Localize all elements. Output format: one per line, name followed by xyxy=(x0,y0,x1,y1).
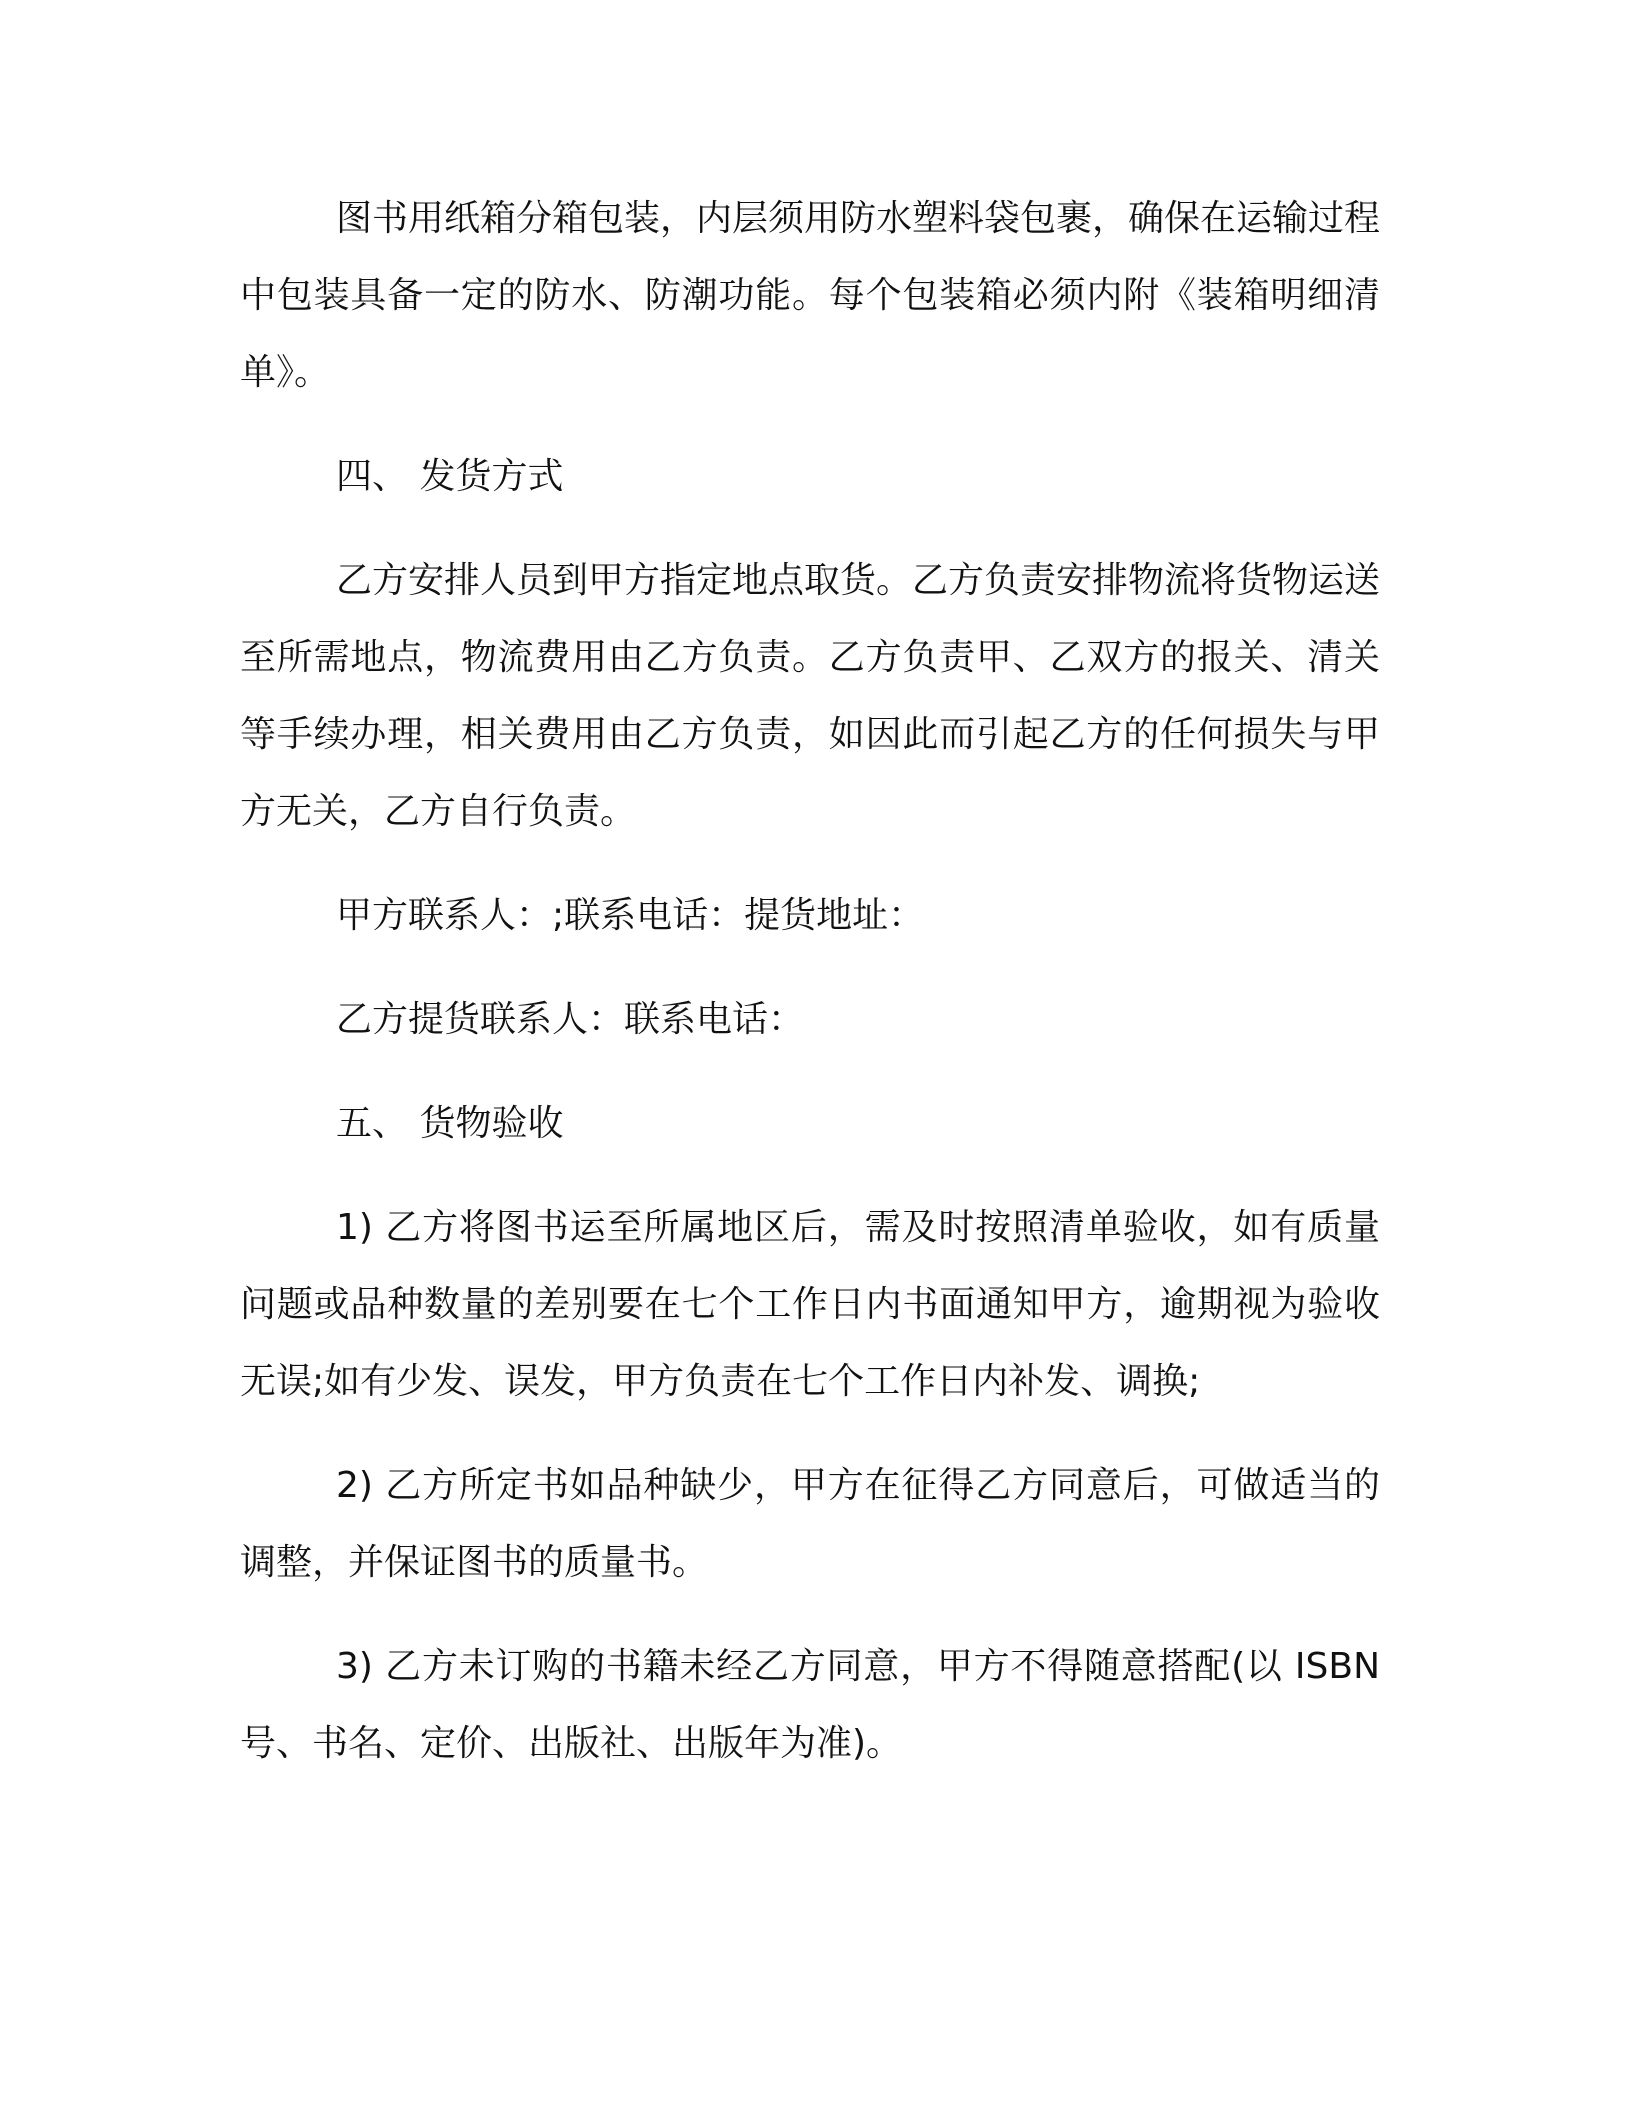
document-body xyxy=(240,180,1380,1809)
packaging-paragraph: 图书用纸箱分箱包装，内层须用防水塑料袋包裹，确保在运输过程中包装具备一定的防水、防潮功能。每个包装箱必须内附《装箱明细清单》。 xyxy=(240,198,1381,393)
party-b-contact-line: 乙方提货联系人：联系电话： xyxy=(336,999,805,1040)
section-heading-inspection: 五、 货物验收 xyxy=(336,1103,564,1144)
shipping-paragraph: 乙方安排人员到甲方指定地点取货。乙方负责安排物流将货物运送至所需地点，物流费用由乙方负责。乙方负责甲、乙双方的报关、清关等手续办理，相关费用由乙方负责，如因此而引起乙方的任何损失与甲方无关，乙方自行负责。 xyxy=(240,560,1381,832)
party-a-contact-line: 甲方联系人：;联系电话：提货地址： xyxy=(336,895,925,936)
inspection-item-2: 2) 乙方所定书如品种缺少，甲方在征得乙方同意后，可做适当的调整，并保证图书的质量书。 xyxy=(240,1465,1380,1583)
section-heading-shipping: 四、 发货方式 xyxy=(336,456,564,497)
inspection-item-3: 3) 乙方未订购的书籍未经乙方同意，甲方不得随意搭配(以 ISBN号、书名、定价、出版社、出版年为准)。 xyxy=(240,1646,1380,1764)
inspection-item-1: 1) 乙方将图书运至所属地区后，需及时按照清单验收，如有质量问题或品种数量的差别要在七个工作日内书面通知甲方，逾期视为验收无误;如有少发、误发，甲方负责在七个工作日内补发、调换; xyxy=(240,1207,1380,1402)
